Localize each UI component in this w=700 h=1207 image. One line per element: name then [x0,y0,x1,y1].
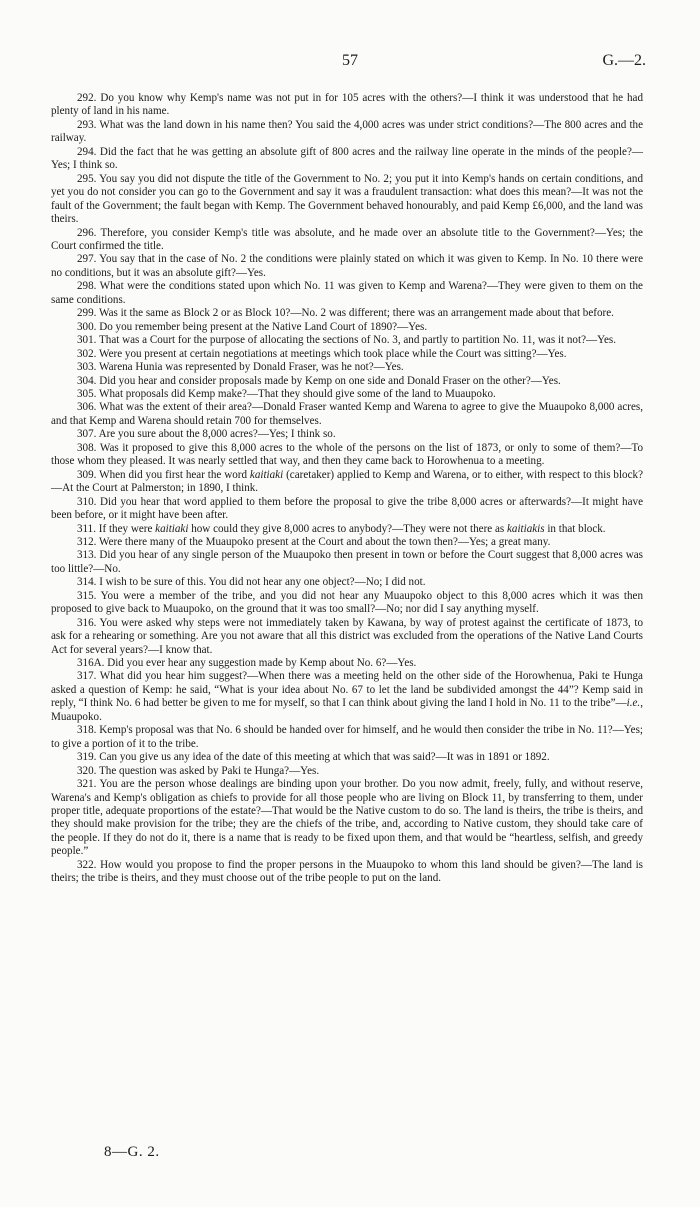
question-316a: 316A. Did you ever hear any suggestion made by Kemp about No. 6?—Yes. [77,657,417,670]
question-304: 304. Did you hear and consider proposals made by Kemp on one side and Donald Fraser on the other?—Yes. [77,374,561,387]
question-306: 306. What was the extent of their area?—Donald Fraser wanted Kemp and Warena to agree to give the Muaupoko 8,000 acres, and that Kemp and Warena should retain 700 for themselves. [51,401,643,427]
question-309: 309. When did you first hear the word kaitiaki (caretaker) applied to Kemp and Warena, or to either, with respect to this block?—At the Court at Palmerston; in 1890, I think. [51,468,644,495]
question-313: 313. Did you hear of any single person of the Muaupoko then present in town or before the Court suggest that 8,000 acres was too little?—No. [51,549,644,575]
question-315: 315. You were a member of the tribe, and you did not hear any Muaupoko object to this 8,000 acres which it was then proposed to give back to Muaupoko, on the ground that it was too small?—No; nor did I say anything myself. [51,589,643,616]
question-307: 307. Are you sure about the 8,000 acres?—Yes; I think so. [77,428,336,441]
question-318: 318. Kemp's proposal was that No. 6 should be handed over for himself, and he would then consider the tribe in No. 11?—Yes; to give a portion of it to the tribe. [51,724,643,750]
question-303: 303. Warena Hunia was represented by Donald Fraser, was he not?—Yes. [77,361,404,374]
question-310: 310. Did you hear that word applied to them before the proposal to give the tribe 8,000 acres or afterwards?—It might have been before, or it might have been after. [51,495,644,522]
question-294: 294. Did the fact that he was getting an absolute gift of 800 acres and the railway line operate in the minds of the people?—Yes; I think so. [51,145,644,172]
question-296: 296. Therefore, you consider Kemp's title was absolute, and he made over an absolute title to the Government?—Yes; the Court confirmed the title. [51,226,643,252]
question-300: 300. Do you remember being present at the Native Land Court of 1890?—Yes. [77,320,428,333]
question-297: 297. You say that in the case of No. 2 the conditions were plainly stated on which it was given to Kemp. In No. 10 there were no conditions, but it was an absolute gift?—Yes. [51,253,643,279]
signature-mark: 8—G. 2. [104,1144,160,1160]
question-293: 293. What was the land down in his name then? You said the 4,000 acres was under strict conditions?—The 800 acres and the railway. [51,118,643,145]
question-314: 314. I wish to be sure of this. You did not hear any one object?—No; I did not. [77,576,426,589]
page-number: 57 [342,52,358,69]
question-316: 316. You were asked why steps were not immediately taken by Kawana, by way of protest against the certificate of 1873, to ask for a rehearing or something. Are you not aware that all this district was excluded from the operations of the Native Land Courts Act for several years?—I know that. [51,616,643,656]
question-312: 312. Were there many of the Muaupoko present at the Court and about the town then?—Yes; a great many. [77,535,551,548]
question-317: 317. What did you hear him suggest?—When there was a meeting held on the other side of the Horowhenua, Paki te Hunga asked a question of Kemp: he said, “What is your idea about No. 67 to let the land be subdivided amongst the 44”? Kemp said in reply, “I think No. 6 had better be given to me for myself, so that I can think about giving the land I hold in No. 11 to the tribe”—i.e., Muaupoko. [51,670,643,723]
question-308: 308. Was it proposed to give this 8,000 acres to the whole of the persons on the list of 1873, or only to some of them?—To those whom they pleased. It was nearly settled that way, and then they came back to Horowhenua to a meeting. [51,441,643,468]
question-311: 311. If they were kaitiaki how could they give 8,000 acres to anybody?—They were not there as kaitiakis in that block. [77,522,606,535]
question-299: 299. Was it the same as Block 2 or as Block 10?—No. 2 was different; there was an arrangement made about that before. [77,307,614,320]
question-321: 321. You are the person whose dealings are binding upon your brother. Do you now admit, freely, fully, and without reserve, Warena's and Kemp's obligation as chiefs to provide for all those people who are living on Block 11, by transferring to them, under proper title, adequate proportions of the estate?—That would be the Native custom to do so. The land is theirs, the tribe is theirs, and they should make provision for the tribe; they are the chiefs of the tribe, and, according to Native custom, they should take care of the people. If they do not do it, there is a name that is ready to be fixed upon them, and that would be “heartless, selfish, and greedy people.” [51,778,643,858]
question-302: 302. Were you present at certain negotiations at meetings which took place while the Court was sitting?—Yes. [77,347,567,360]
question-305: 305. What proposals did Kemp make?—That they should give some of the land to Muaupoko. [77,387,496,400]
question-298: 298. What were the conditions stated upon which No. 11 was given to Kemp and Warena?—They were given to them on the same conditions. [51,280,643,306]
document-code: G.—2. [602,52,646,69]
question-322: 322. How would you propose to find the proper persons in the Muaupoko to whom this land should be given?—The land is theirs; the tribe is theirs, and they must choose out of the tribe people to put on the land. [51,858,644,885]
question-320: 320. The question was asked by Paki te Hunga?—Yes. [77,764,320,777]
question-295: 295. You say you did not dispute the title of the Government to No. 2; you put it into Kemp's hands on certain conditions, and yet you do not consider you can go to the Government and say it was a fraudulent transaction: what does this mean?—It was not the fault of the Government; the fault began with Kemp. The Government behaved honourably, and paid Kemp £6,000, and the land was theirs. [51,172,643,226]
question-319: 319. Can you give us any idea of the date of this meeting at which that was said?—It was in 1891 or 1892. [77,751,550,764]
question-301: 301. That was a Court for the purpose of allocating the sections of No. 3, and partly to partition No. 11, was it not?—Yes. [77,334,616,347]
testimony-body [51,92,643,886]
question-292: 292. Do you know why Kemp's name was not put in for 105 acres with the others?—I think it was understood that he had plenty of land in his name. [51,92,644,118]
